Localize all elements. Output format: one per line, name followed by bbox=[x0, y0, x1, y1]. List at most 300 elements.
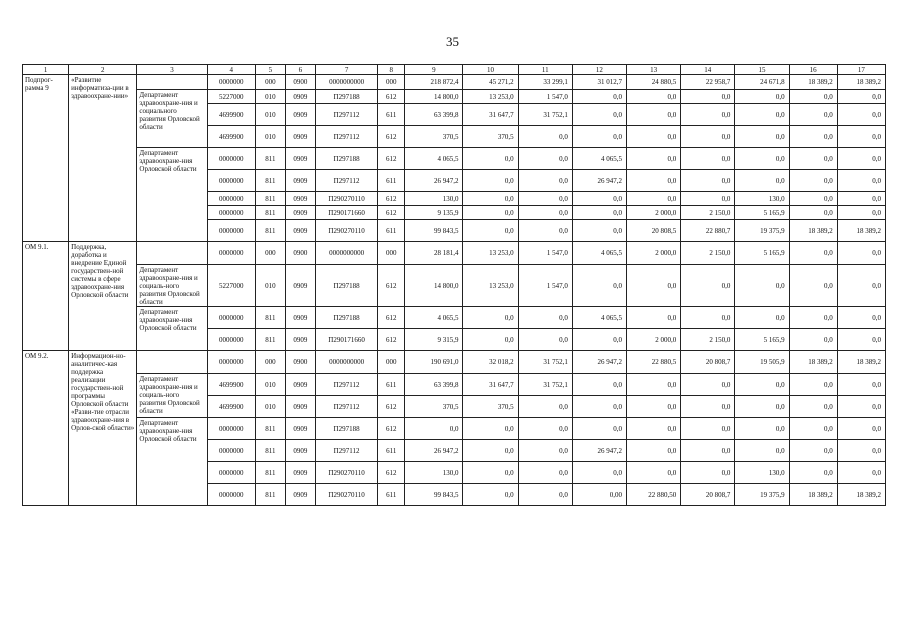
table-cell: П290270110 bbox=[315, 484, 377, 506]
table-cell: 0,0 bbox=[627, 126, 681, 148]
column-number: 14 bbox=[681, 65, 735, 75]
table-row bbox=[23, 75, 886, 90]
table-cell: 0,0 bbox=[789, 462, 837, 484]
table-cell: 0,0 bbox=[735, 418, 789, 440]
budget-table bbox=[22, 64, 886, 506]
table-cell: 13 253,0 bbox=[463, 242, 518, 265]
table-cell: 612 bbox=[378, 192, 405, 206]
table-cell: 0000000 bbox=[207, 484, 255, 506]
table-cell: 1 547,0 bbox=[518, 242, 572, 265]
table-cell: 0,0 bbox=[627, 192, 681, 206]
table-cell: 0,0 bbox=[518, 126, 572, 148]
table-cell: 18 389,2 bbox=[789, 75, 837, 90]
table-cell: 0,0 bbox=[789, 307, 837, 329]
table-cell: 31 012,7 bbox=[572, 75, 626, 90]
table-cell: 0,0 bbox=[463, 148, 518, 170]
table-cell: 19 375,9 bbox=[735, 220, 789, 242]
table-cell: 2 000,0 bbox=[627, 329, 681, 351]
table-cell: 0000000000 bbox=[315, 351, 377, 374]
page-number: 35 bbox=[446, 34, 459, 49]
table-cell: 0000000 bbox=[207, 307, 255, 329]
table-cell: 0,0 bbox=[463, 220, 518, 242]
table-cell: 000 bbox=[255, 75, 285, 90]
executor-cell: Департамент здравоохране-ния и социаль-ного развития Орловской области bbox=[137, 265, 207, 307]
table-cell: П297188 bbox=[315, 90, 377, 104]
table-cell: 1 547,0 bbox=[518, 90, 572, 104]
table-cell: 811 bbox=[255, 462, 285, 484]
table-cell: 130,0 bbox=[405, 462, 463, 484]
table-cell: 0909 bbox=[285, 374, 315, 396]
table-cell: 612 bbox=[378, 265, 405, 307]
table-cell: П297188 bbox=[315, 265, 377, 307]
table-cell: 99 843,5 bbox=[405, 220, 463, 242]
table-cell: 811 bbox=[255, 329, 285, 351]
table-cell: 010 bbox=[255, 90, 285, 104]
table-cell: 99 843,5 bbox=[405, 484, 463, 506]
table-cell: 010 bbox=[255, 265, 285, 307]
table-cell: 0000000000 bbox=[315, 75, 377, 90]
table-cell: 5 165,9 bbox=[735, 329, 789, 351]
table-cell: 22 880,7 bbox=[681, 220, 735, 242]
table-cell: 0000000 bbox=[207, 148, 255, 170]
table-cell: 0000000 bbox=[207, 351, 255, 374]
table-cell: 20 808,5 bbox=[627, 220, 681, 242]
table-cell: П297188 bbox=[315, 148, 377, 170]
table-cell: 18 389,2 bbox=[789, 484, 837, 506]
table-cell: 0909 bbox=[285, 307, 315, 329]
table-cell: 0909 bbox=[285, 440, 315, 462]
table-cell: 0,0 bbox=[789, 148, 837, 170]
program-code: Подпрог-рамма 9 bbox=[23, 75, 69, 242]
table-cell: 0,0 bbox=[572, 206, 626, 220]
table-cell: 0,0 bbox=[837, 170, 885, 192]
table-cell: 0,0 bbox=[627, 374, 681, 396]
table-cell: 0900 bbox=[285, 75, 315, 90]
table-cell: 63 399,8 bbox=[405, 374, 463, 396]
table-row bbox=[23, 374, 886, 396]
table-cell: 14 800,0 bbox=[405, 90, 463, 104]
table-cell: 612 bbox=[378, 90, 405, 104]
table-cell: 1 547,0 bbox=[518, 265, 572, 307]
table-cell: 20 808,7 bbox=[681, 351, 735, 374]
column-number: 13 bbox=[627, 65, 681, 75]
table-cell: 26 947,2 bbox=[572, 440, 626, 462]
table-cell: 0,0 bbox=[681, 396, 735, 418]
program-name: Информацион-но-аналитичес-кая поддержка реализации государствен-ной программы Орловской области «Разви-тие отрасли здравоохране-ния в Орлов-ской области» bbox=[69, 351, 137, 506]
table-cell: 0,0 bbox=[572, 396, 626, 418]
table-cell: П297188 bbox=[315, 307, 377, 329]
table-cell: 0,0 bbox=[735, 90, 789, 104]
table-cell: 0,0 bbox=[789, 90, 837, 104]
table-cell: 18 389,2 bbox=[789, 351, 837, 374]
table-cell: 811 bbox=[255, 440, 285, 462]
table-cell: 0,0 bbox=[789, 440, 837, 462]
table-cell: 0000000 bbox=[207, 462, 255, 484]
table-cell: П290270110 bbox=[315, 220, 377, 242]
table-cell: П290171660 bbox=[315, 206, 377, 220]
program-name: «Развитие информатиза-ции в здравоохране-нии» bbox=[69, 75, 137, 242]
table-cell: 0,0 bbox=[627, 396, 681, 418]
table-cell: 0,0 bbox=[789, 242, 837, 265]
program-code: ОМ 9.2. bbox=[23, 351, 69, 506]
column-number: 6 bbox=[285, 65, 315, 75]
table-cell: 5 165,9 bbox=[735, 206, 789, 220]
table-cell: 0909 bbox=[285, 220, 315, 242]
table-cell: 0,0 bbox=[518, 192, 572, 206]
table-cell: 0,0 bbox=[518, 329, 572, 351]
table-cell: 0,0 bbox=[837, 104, 885, 126]
column-number: 5 bbox=[255, 65, 285, 75]
table-cell: 0,0 bbox=[681, 192, 735, 206]
table-cell: 9 315,9 bbox=[405, 329, 463, 351]
table-cell: 370,5 bbox=[463, 126, 518, 148]
table-cell: 0,0 bbox=[518, 484, 572, 506]
table-cell: 0,0 bbox=[735, 126, 789, 148]
table-cell: П297112 bbox=[315, 170, 377, 192]
table-cell: 2 150,0 bbox=[681, 206, 735, 220]
executor-cell: Департамент здравоохране-ния Орловской области bbox=[137, 148, 207, 242]
table-cell: 0,0 bbox=[627, 462, 681, 484]
table-cell: 0,0 bbox=[572, 329, 626, 351]
table-cell: 26 947,2 bbox=[405, 170, 463, 192]
table-cell: 33 299,1 bbox=[518, 75, 572, 90]
table-cell: 611 bbox=[378, 374, 405, 396]
table-cell: 2 000,0 bbox=[627, 242, 681, 265]
table-cell: 22 880,50 bbox=[627, 484, 681, 506]
table-cell: 370,5 bbox=[463, 396, 518, 418]
table-cell: 0,0 bbox=[837, 148, 885, 170]
table-cell: 0,0 bbox=[789, 126, 837, 148]
table-cell: 5 165,9 bbox=[735, 242, 789, 265]
table-cell: 611 bbox=[378, 104, 405, 126]
table-cell: 0,0 bbox=[789, 329, 837, 351]
table-cell: 0,0 bbox=[681, 418, 735, 440]
table-cell: 612 bbox=[378, 396, 405, 418]
table-cell: 0909 bbox=[285, 462, 315, 484]
table-cell: 5227000 bbox=[207, 90, 255, 104]
table-cell: 811 bbox=[255, 418, 285, 440]
table-cell: 612 bbox=[378, 148, 405, 170]
column-number-row bbox=[23, 65, 886, 75]
table-cell: П297112 bbox=[315, 104, 377, 126]
table-cell: 0,0 bbox=[572, 418, 626, 440]
table-cell: 0,0 bbox=[735, 170, 789, 192]
table-cell: 0,0 bbox=[518, 462, 572, 484]
table-cell: 0,0 bbox=[572, 220, 626, 242]
table-cell: 0,0 bbox=[627, 104, 681, 126]
table-cell: П290270110 bbox=[315, 192, 377, 206]
table-cell: 0909 bbox=[285, 148, 315, 170]
table-cell: 0000000 bbox=[207, 75, 255, 90]
table-cell: 130,0 bbox=[405, 192, 463, 206]
table-cell: 0,0 bbox=[681, 148, 735, 170]
table-cell: П297112 bbox=[315, 126, 377, 148]
table-cell: 2 150,0 bbox=[681, 242, 735, 265]
executor-cell bbox=[137, 75, 207, 90]
table-cell: 0,0 bbox=[572, 374, 626, 396]
table-cell: 4 065,5 bbox=[405, 148, 463, 170]
table-cell: 0,0 bbox=[735, 307, 789, 329]
table-cell: 0,0 bbox=[837, 206, 885, 220]
table-cell: 811 bbox=[255, 307, 285, 329]
table-cell: 0,0 bbox=[837, 307, 885, 329]
table-cell: 010 bbox=[255, 104, 285, 126]
table-cell: 0,0 bbox=[837, 90, 885, 104]
table-cell: 218 872,4 bbox=[405, 75, 463, 90]
table-cell: 0,0 bbox=[572, 192, 626, 206]
table-cell: 0909 bbox=[285, 170, 315, 192]
table-cell: 31 647,7 bbox=[463, 104, 518, 126]
table-cell: 0,0 bbox=[837, 329, 885, 351]
table-cell: 0,0 bbox=[681, 170, 735, 192]
table-cell: 0,0 bbox=[518, 170, 572, 192]
table-cell: 32 018,2 bbox=[463, 351, 518, 374]
table-cell: 63 399,8 bbox=[405, 104, 463, 126]
table-cell: 31 752,1 bbox=[518, 104, 572, 126]
table-row bbox=[23, 90, 886, 104]
table-cell: 0,0 bbox=[681, 374, 735, 396]
table-cell: 0,0 bbox=[518, 396, 572, 418]
table-cell: 18 389,2 bbox=[789, 220, 837, 242]
table-cell: 0,0 bbox=[518, 418, 572, 440]
table-cell: 0,0 bbox=[837, 126, 885, 148]
table-cell: 0,0 bbox=[572, 462, 626, 484]
table-cell: 0,00 bbox=[572, 484, 626, 506]
table-cell: 130,0 bbox=[735, 192, 789, 206]
executor-cell: Департамент здравоохране-ния Орловской области bbox=[137, 418, 207, 506]
table-cell: 612 bbox=[378, 462, 405, 484]
table-cell: 0,0 bbox=[463, 170, 518, 192]
table-cell: 22 880,5 bbox=[627, 351, 681, 374]
table-cell: 0,0 bbox=[789, 418, 837, 440]
table-cell: 4 065,5 bbox=[572, 242, 626, 265]
table-cell: 0,0 bbox=[789, 206, 837, 220]
table-cell: 0,0 bbox=[681, 104, 735, 126]
table-cell: 811 bbox=[255, 170, 285, 192]
table-cell: 4 065,5 bbox=[405, 307, 463, 329]
table-cell: 000 bbox=[255, 242, 285, 265]
table-cell: 0,0 bbox=[789, 192, 837, 206]
table-cell: 0,0 bbox=[518, 307, 572, 329]
column-number: 7 bbox=[315, 65, 377, 75]
column-number: 16 bbox=[789, 65, 837, 75]
table-cell: 14 800,0 bbox=[405, 265, 463, 307]
table-cell: 4 065,5 bbox=[572, 307, 626, 329]
table-cell: 0,0 bbox=[789, 265, 837, 307]
table-cell: 0909 bbox=[285, 192, 315, 206]
column-number: 17 bbox=[837, 65, 885, 75]
table-cell: 0,0 bbox=[735, 440, 789, 462]
table-cell: 0,0 bbox=[463, 462, 518, 484]
table-cell: 26 947,2 bbox=[572, 170, 626, 192]
table-cell: 31 752,1 bbox=[518, 374, 572, 396]
table-cell: 0,0 bbox=[627, 148, 681, 170]
table-cell: 18 389,2 bbox=[837, 220, 885, 242]
table-cell: 31 647,7 bbox=[463, 374, 518, 396]
column-number: 8 bbox=[378, 65, 405, 75]
executor-cell bbox=[137, 242, 207, 265]
table-cell: 000 bbox=[378, 75, 405, 90]
table-cell: 0000000 bbox=[207, 242, 255, 265]
table-cell: 0909 bbox=[285, 418, 315, 440]
executor-cell: Департамент здравоохране-ния и социального развития Орловской области bbox=[137, 90, 207, 148]
table-cell: 0,0 bbox=[789, 170, 837, 192]
table-row bbox=[23, 265, 886, 307]
table-cell: 4699900 bbox=[207, 374, 255, 396]
table-cell: 010 bbox=[255, 126, 285, 148]
table-cell: 612 bbox=[378, 126, 405, 148]
program-code: ОМ 9.1. bbox=[23, 242, 69, 351]
executor-cell: Департамент здравоохране-ния и социаль-ного развития Орловской области bbox=[137, 374, 207, 418]
table-cell: 612 bbox=[378, 307, 405, 329]
table-cell: 612 bbox=[378, 329, 405, 351]
table-cell: П290171660 bbox=[315, 329, 377, 351]
table-cell: 0,0 bbox=[837, 418, 885, 440]
table-cell: 0,0 bbox=[572, 126, 626, 148]
executor-cell bbox=[137, 351, 207, 374]
table-cell: 0000000000 bbox=[315, 242, 377, 265]
column-number: 4 bbox=[207, 65, 255, 75]
table-cell: 26 947,2 bbox=[405, 440, 463, 462]
table-cell: 0000000 bbox=[207, 170, 255, 192]
table-cell: 0,0 bbox=[627, 440, 681, 462]
table-cell: 0,0 bbox=[735, 148, 789, 170]
table-cell: П297112 bbox=[315, 440, 377, 462]
table-cell: 010 bbox=[255, 396, 285, 418]
table-cell: 0909 bbox=[285, 484, 315, 506]
column-number: 11 bbox=[518, 65, 572, 75]
table-cell: П290270110 bbox=[315, 462, 377, 484]
table-cell: 0,0 bbox=[837, 192, 885, 206]
table-cell: 0909 bbox=[285, 104, 315, 126]
table-cell: 0,0 bbox=[572, 265, 626, 307]
table-cell: 0,0 bbox=[837, 265, 885, 307]
column-number: 2 bbox=[69, 65, 137, 75]
table-cell: 0,0 bbox=[627, 170, 681, 192]
table-cell: 0,0 bbox=[735, 265, 789, 307]
table-cell: 0,0 bbox=[405, 418, 463, 440]
table-cell: 0,0 bbox=[518, 440, 572, 462]
table-cell: 18 389,2 bbox=[837, 75, 885, 90]
table-cell: 13 253,0 bbox=[463, 90, 518, 104]
table-cell: 0,0 bbox=[463, 329, 518, 351]
table-cell: 370,5 bbox=[405, 126, 463, 148]
table-cell: 000 bbox=[378, 351, 405, 374]
column-number: 9 bbox=[405, 65, 463, 75]
table-cell: 0909 bbox=[285, 396, 315, 418]
table-cell: 0,0 bbox=[681, 90, 735, 104]
table-cell: 0,0 bbox=[681, 265, 735, 307]
table-cell: 0,0 bbox=[837, 396, 885, 418]
table-cell: 0000000 bbox=[207, 329, 255, 351]
table-cell: 611 bbox=[378, 220, 405, 242]
executor-cell: Департамент здравоохране-ния Орловской области bbox=[137, 307, 207, 351]
table-cell: П297112 bbox=[315, 396, 377, 418]
table-cell: 2 000,0 bbox=[627, 206, 681, 220]
table-cell: 0,0 bbox=[463, 206, 518, 220]
table-cell: 0,0 bbox=[627, 418, 681, 440]
table-cell: 0,0 bbox=[837, 440, 885, 462]
table-cell: 0,0 bbox=[789, 104, 837, 126]
table-cell: 0,0 bbox=[627, 307, 681, 329]
table-cell: 31 752,1 bbox=[518, 351, 572, 374]
column-number: 15 bbox=[735, 65, 789, 75]
table-cell: 0000000 bbox=[207, 206, 255, 220]
table-cell: 0,0 bbox=[681, 440, 735, 462]
table-cell: 0909 bbox=[285, 329, 315, 351]
column-number: 1 bbox=[23, 65, 69, 75]
table-cell: 611 bbox=[378, 440, 405, 462]
table-body bbox=[23, 65, 886, 506]
table-cell: 0,0 bbox=[518, 220, 572, 242]
table-cell: 0,0 bbox=[837, 374, 885, 396]
table-cell: 0,0 bbox=[463, 307, 518, 329]
table-cell: 612 bbox=[378, 418, 405, 440]
table-row bbox=[23, 307, 886, 329]
table-cell: 612 bbox=[378, 206, 405, 220]
table-cell: 45 271,2 bbox=[463, 75, 518, 90]
table-cell: 0900 bbox=[285, 242, 315, 265]
column-number: 12 bbox=[572, 65, 626, 75]
table-row bbox=[23, 351, 886, 374]
table-cell: 0000000 bbox=[207, 192, 255, 206]
table-cell: 0,0 bbox=[735, 104, 789, 126]
table-cell: 0,0 bbox=[735, 396, 789, 418]
table-cell: 0,0 bbox=[463, 440, 518, 462]
table-cell: 13 253,0 bbox=[463, 265, 518, 307]
table-cell: 370,5 bbox=[405, 396, 463, 418]
table-cell: 0,0 bbox=[627, 265, 681, 307]
table-cell: 0,0 bbox=[681, 462, 735, 484]
table-row bbox=[23, 418, 886, 440]
table-cell: 4699900 bbox=[207, 396, 255, 418]
table-cell: 811 bbox=[255, 148, 285, 170]
table-cell: 2 150,0 bbox=[681, 329, 735, 351]
table-cell: 0,0 bbox=[627, 90, 681, 104]
table-cell: 190 691,0 bbox=[405, 351, 463, 374]
table-cell: 4 065,5 bbox=[572, 148, 626, 170]
table-cell: 19 505,9 bbox=[735, 351, 789, 374]
table-cell: 24 880,5 bbox=[627, 75, 681, 90]
table-cell: 130,0 bbox=[735, 462, 789, 484]
table-cell: 0,0 bbox=[789, 374, 837, 396]
table-cell: 0900 bbox=[285, 351, 315, 374]
table-row bbox=[23, 148, 886, 170]
table-cell: 28 181,4 bbox=[405, 242, 463, 265]
table-cell: 611 bbox=[378, 484, 405, 506]
table-cell: 0,0 bbox=[572, 104, 626, 126]
column-number: 3 bbox=[137, 65, 207, 75]
table-cell: 9 135,9 bbox=[405, 206, 463, 220]
table-cell: 811 bbox=[255, 484, 285, 506]
table-cell: 0909 bbox=[285, 90, 315, 104]
table-cell: 0,0 bbox=[681, 307, 735, 329]
table-cell: 0,0 bbox=[463, 192, 518, 206]
table-cell: 010 bbox=[255, 374, 285, 396]
table-cell: П297188 bbox=[315, 418, 377, 440]
table-cell: 18 389,2 bbox=[837, 484, 885, 506]
table-cell: 0,0 bbox=[681, 126, 735, 148]
table-cell: 24 671,8 bbox=[735, 75, 789, 90]
table-cell: 0909 bbox=[285, 265, 315, 307]
table-cell: 0000000 bbox=[207, 440, 255, 462]
table-cell: 0000000 bbox=[207, 418, 255, 440]
table-cell: 000 bbox=[378, 242, 405, 265]
table-cell: 0909 bbox=[285, 206, 315, 220]
program-name: Поддержка, доработка и внедрение Единой государствен-ной системы в сфере здравоохране-ния Орловской области bbox=[69, 242, 137, 351]
table-cell: 4699900 bbox=[207, 104, 255, 126]
column-number: 10 bbox=[463, 65, 518, 75]
